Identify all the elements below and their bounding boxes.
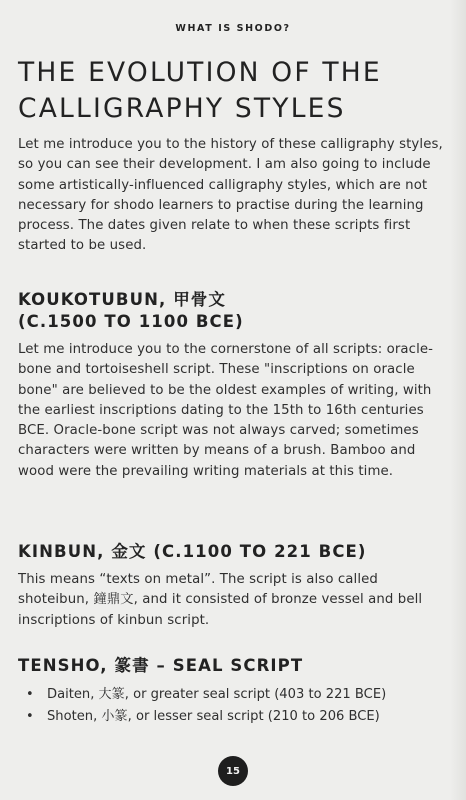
list-item-text: Daiten, 大篆, or greater seal script (403 to 221 BCE): [47, 687, 387, 702]
section-heading-kinbun: [18, 541, 458, 563]
bullet-icon: •: [26, 709, 34, 724]
tensho-bullet-list: [18, 684, 458, 728]
title-line-1: THE EVOLUTION OF THE: [18, 57, 382, 88]
title-line-2: CALLIGRAPHY STYLES: [18, 93, 346, 124]
section-heading-line-1: KOUKOTUBUN, 甲骨文: [18, 290, 226, 309]
section-heading-line-2: (C.1500 TO 1100 BCE): [18, 312, 244, 331]
section-heading-line-1: KINBUN, 金文 (C.1100 TO 221 BCE): [18, 542, 367, 561]
page-number: 15: [226, 765, 240, 777]
section-heading-tensho: [18, 655, 458, 677]
intro-paragraph: Let me introduce you to the history of these calligraphy styles, so you can see their development. I am also going to include some artistically-influenced calligraphy styles, which are not necessary for shodo learners to practise during the learning process. The dates given relate to when these scripts first started to be used.: [18, 137, 443, 254]
list-item: [18, 684, 458, 706]
running-header: WHAT IS SHODO?: [175, 23, 291, 34]
list-item: [18, 706, 458, 728]
section-heading-line-1: TENSHO, 篆書 – SEAL SCRIPT: [18, 656, 304, 675]
page-title: [18, 55, 458, 127]
bullet-icon: •: [26, 687, 34, 702]
kinbun-paragraph: This means “texts on metal”. The script is also called shoteibun, 鐘鼎文, and it consisted of bronze vessel and bell inscriptions of kinbun script.: [18, 572, 423, 628]
list-item-text: Shoten, 小篆, or lesser seal script (210 to 206 BCE): [47, 709, 380, 724]
page-number-badge: [218, 756, 248, 786]
section-heading-koukotubun: [18, 289, 458, 333]
koukotubun-paragraph: Let me introduce you to the cornerstone of all scripts: oracle-bone and tortoiseshell script. These "inscriptions on oracle bone" are believed to be the oldest examples of writing, with the earliest inscriptions dating to the 15th to 16th centuries BCE. Oracle-bone script was not always carved; sometimes characters were written by means of a brush. Bamboo and wood were the prevailing writing materials at this time.: [18, 342, 434, 479]
